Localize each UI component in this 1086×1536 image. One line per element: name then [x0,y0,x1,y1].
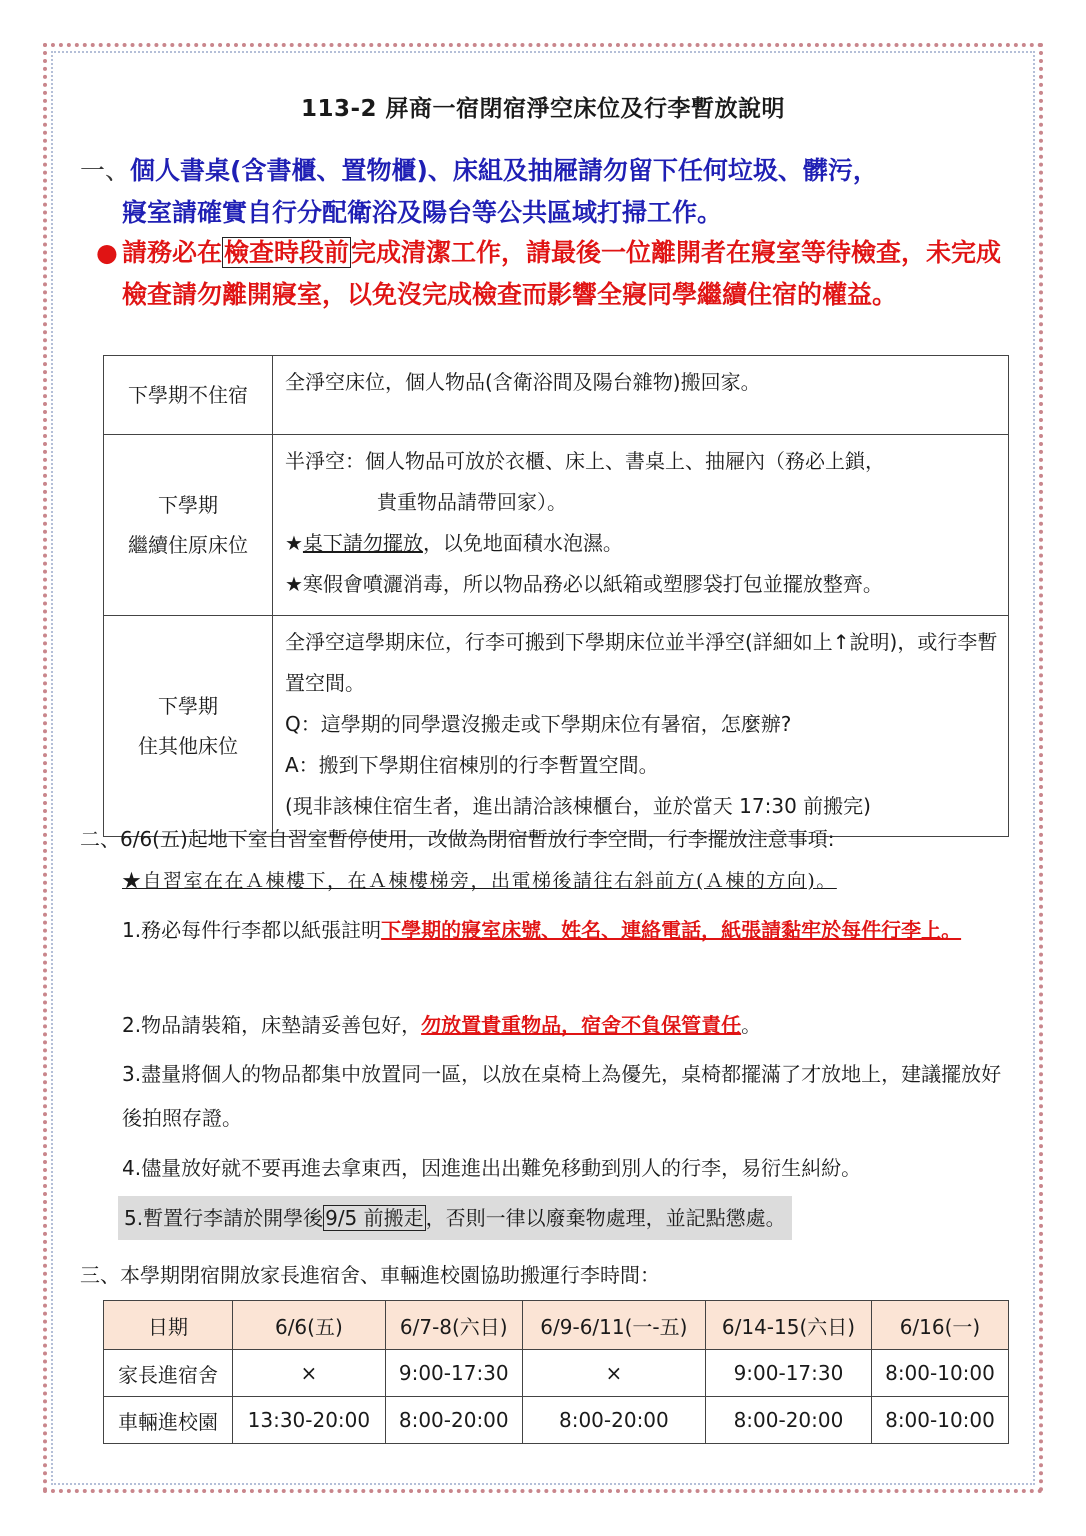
schedule-cell: × [522,1350,705,1397]
underlined-phrase: 桌下請勿擺放 [302,531,423,555]
luggage-rule-5 [118,1196,792,1240]
rule-5-rest: ，否則一律以廢棄物處理，並記點懲處。 [425,1206,786,1230]
luggage-rule-3: 3.盡量將個人的物品都集中放置同一區，以放在桌椅上為優先，桌椅都擺滿了才放地上，建議擺放好後拍照存證。 [122,1062,1002,1130]
table-row [104,1350,1009,1397]
rule-1-emphasis: 下學期的寢室床號、姓名、連絡電話，紙張請黏牢於每件行李上。 [381,918,962,942]
rule-5-deadline: 9/5 前搬走 [325,1206,424,1230]
row-label: 下學期不住宿 [104,356,273,435]
section1-number: 一、 [80,156,131,185]
header-cell: 日期 [104,1301,233,1350]
warning-pre: 請務必在 [122,238,223,267]
header-cell: 6/14-15(六日) [705,1301,871,1350]
luggage-rule-2 [122,1003,1002,1047]
table-row [104,1397,1009,1444]
schedule-cell: 8:00-10:00 [871,1397,1008,1444]
schedule-cell: 8:00-20:00 [705,1397,871,1444]
row-label-line2: 住其他床位 [138,734,238,758]
schedule-cell: 9:00-17:30 [385,1350,522,1397]
section1-line1 [80,151,878,187]
warning-post: 完成清潔工作，請最後一位離開者在寢室等待檢查，未完成檢查請勿離開寢室，以免沒完成檢查而影響全寢同學繼續住宿的權益。 [122,238,1002,309]
header-cell: 6/6(五) [233,1301,386,1350]
section1-text-line1: 個人書桌(含書櫃、置物櫃)、床組及抽屜請勿留下任何垃圾、髒污， [130,156,878,185]
other-bed-instruction: 全淨空這學期床位，行李可搬到下學期床位並半淨空(詳細如上↑說明)，或行李暫置空間。 [285,630,998,695]
faq-question: Q：這學期的同學還沒搬走或下學期床位有暑宿，怎麼辦? [285,712,792,736]
rule-2-emphasis: 勿放置貴重物品，宿舍不負保管責任 [421,1013,742,1037]
rule-5-text: 5.暫置行李請於開學後 [124,1206,324,1230]
row-content: 全淨空床位，個人物品(含衛浴間及陽台雜物)搬回家。 [273,356,1009,435]
row-content [273,616,1009,837]
schedule-cell: 13:30-20:00 [233,1397,386,1444]
schedule-cell: × [233,1350,386,1397]
table-row [104,435,1009,616]
cleaning-warning [96,232,1011,316]
luggage-rule-1 [122,908,1002,952]
row-label: 車輛進校園 [104,1397,233,1444]
half-empty-line2: 貴重物品請帶回家）。 [377,490,567,514]
red-bullet-icon: ● [96,238,118,267]
rule-2-text: 2.物品請裝箱，床墊請妥善包好， [122,1013,422,1037]
warning-boxed-phrase: 檢查時段前 [224,238,350,267]
star-note-1-rest: ，以免地面積水泡濕。 [422,531,623,555]
row-label [104,616,273,837]
rule-2-end: 。 [741,1013,762,1037]
study-room-location-note: ★自習室在在Ａ棟樓下，在Ａ棟樓梯旁，出電梯後請往右斜前方(Ａ棟的方向)。 [122,870,837,892]
access-schedule-table [103,1300,1009,1444]
rule-1-text: 1.務必每件行李都以紙張註明 [122,918,382,942]
header-cell: 6/9-6/11(一-五) [522,1301,705,1350]
row-label [104,435,273,616]
section1-text-line2: 寢室請確實自行分配衛浴及陽台等公共區域打掃工作。 [122,198,723,227]
section2-heading: 二、6/6(五)起地下室自習室暫停使用，改做為閉宿暫放行李空間，行李擺放注意事項: [80,827,835,851]
table-row [104,616,1009,837]
row-label-line2: 繼續住原床位 [128,533,248,557]
header-cell: 6/16(一) [871,1301,1008,1350]
page-title: 113-2 屏商一宿閉宿淨空床位及行李暫放說明 [300,96,786,122]
row-label: 家長進宿舍 [104,1350,233,1397]
schedule-header-row [104,1301,1009,1350]
luggage-rule-4: 4.儘量放好就不要再進去拿東西，因進進出出難免移動到別人的行李，易衍生糾紛。 [122,1156,862,1180]
star-note-2: ★寒假會噴灑消毒，所以物品務必以紙箱或塑膠袋打包並擺放整齊。 [285,572,883,596]
star-note-1 [285,523,998,564]
schedule-cell: 8:00-10:00 [871,1350,1008,1397]
faq-answer: A：搬到下學期住宿棟別的行李暫置空間。 [285,753,659,777]
table-row [104,356,1009,435]
schedule-cell: 9:00-17:30 [705,1350,871,1397]
row-label-line1: 下學期 [158,493,218,517]
row-label-line1: 下學期 [158,694,218,718]
section3-heading: 三、本學期閉宿開放家長進宿舍、車輛進校園協助搬運行李時間： [80,1263,660,1287]
schedule-cell: 8:00-20:00 [522,1397,705,1444]
bed-vacate-table [103,355,1009,837]
header-cell: 6/7-8(六日) [385,1301,522,1350]
faq-note: (現非該棟住宿生者，進出請洽該棟櫃台，並於當天 17:30 前搬完) [285,794,871,818]
schedule-cell: 8:00-20:00 [385,1397,522,1444]
star-icon: ★ [285,531,303,555]
row-content [273,435,1009,616]
half-empty-line1: 半淨空：個人物品可放於衣櫃、床上、書桌上、抽屜內（務必上鎖， [285,449,885,473]
